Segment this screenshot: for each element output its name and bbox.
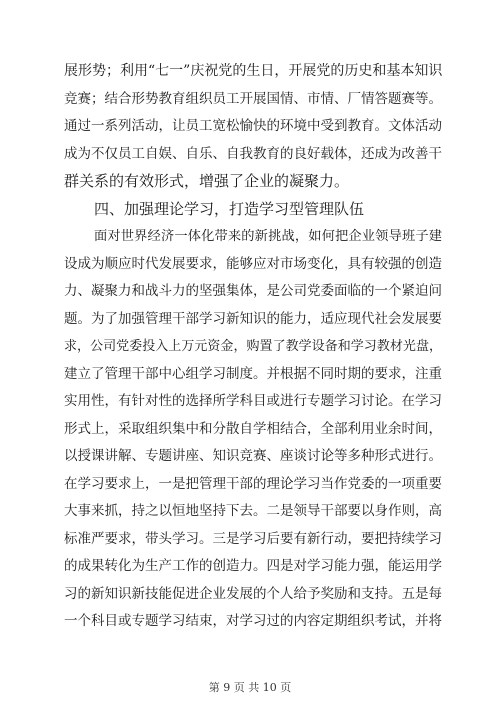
text-line: 求，公司党委投入上万元资金，购置了教学设备和学习教材光盘， bbox=[64, 339, 442, 354]
text-line: 题。为了加强管理干部学习新知识的能力，适应现代社会发展要 bbox=[64, 310, 442, 327]
section-heading: 四、加强理论学习，打造学习型管理队伍 bbox=[94, 199, 365, 218]
body-text bbox=[64, 58, 442, 636]
text-line: 力、凝聚力和战斗力的坚强集体，是公司党委面临的一个紧迫问 bbox=[64, 283, 442, 299]
text-line: 在学习要求上，一是把管理干部的理论学习当作党委的一项重要 bbox=[64, 475, 442, 492]
text-line: 以授课讲解、专题讲座、知识竞赛、座谈讨论等多种形式进行。 bbox=[64, 448, 442, 464]
text-line: 展形势；利用“七一”庆祝党的生日，开展党的历史和基本知识 bbox=[64, 63, 442, 79]
text-line: 形式上，采取组织集中和分散自学相结合，全部利用业余时间， bbox=[64, 420, 442, 437]
text-line: 竞赛；结合形势教育组织员工开展国情、市情、厂情答题赛等。 bbox=[64, 90, 442, 107]
text-line: 建立了管理干部中心组学习制度。并根据不同时期的要求，注重 bbox=[64, 365, 442, 382]
text-line: 实用性，有针对性的选择所学科目或进行专题学习讨论。在学习 bbox=[64, 393, 442, 409]
text-line: 成为不仅员工自娱、自乐、自我教育的良好载体，还成为改善干 bbox=[64, 145, 442, 162]
page-footer: 第 9 页 共 10 页 bbox=[208, 681, 292, 694]
text-line: 标准严要求，带头学习。三是学习后要有新行动，要把持续学习 bbox=[64, 530, 442, 547]
text-line: 的成果转化为生产工作的创造力。四是对学习能力强，能运用学 bbox=[64, 558, 442, 574]
text-line: 通过一系列活动，让员工宽松愉快的环境中受到教育。文体活动 bbox=[64, 118, 442, 134]
text-line: 一个科目或专题学习结束，对学习过的内容定期组织考试，并将 bbox=[64, 613, 442, 629]
text-line: 习的新知识新技能促进企业发展的个人给予奖励和支持。五是每 bbox=[64, 585, 442, 602]
text-line: 大事来抓，持之以恒地坚持下去。二是领导干部要以身作则，高 bbox=[64, 503, 442, 519]
text-line: 设成为顺应时代发展要求，能够应对市场变化，具有较强的创造 bbox=[64, 255, 442, 272]
text-line: 面对世界经济一体化带来的新挑战，如何把企业领导班子建 bbox=[94, 229, 442, 244]
text-line: 群关系的有效形式，增强了企业的凝聚力。 bbox=[64, 172, 350, 190]
